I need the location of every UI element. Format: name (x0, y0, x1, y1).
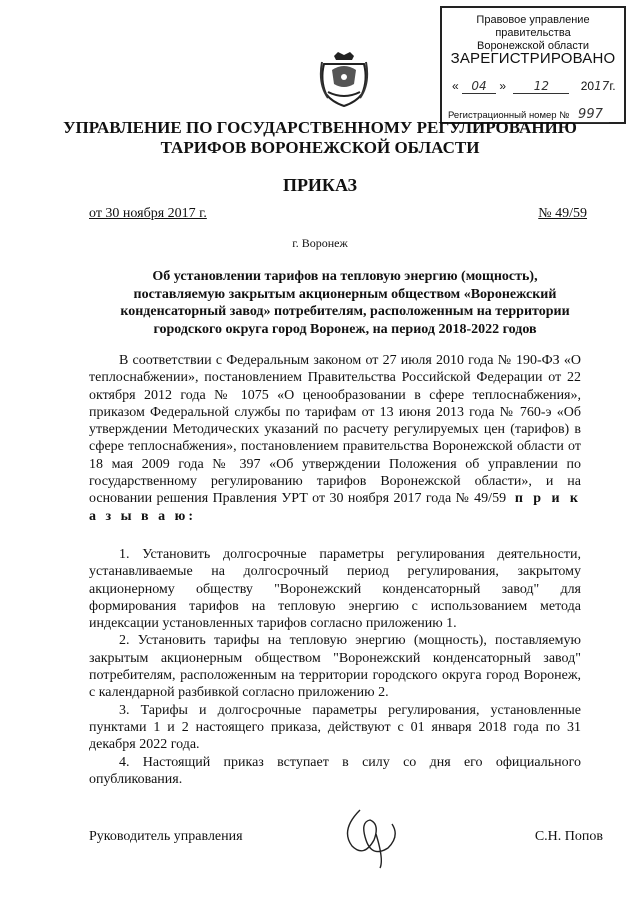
document-number: № 49/59 (538, 206, 587, 221)
document-subject: Об установлении тарифов на тепловую энергию (мощность), поставляемую закрытым акционерным обществом «Воронежский конденсаторный завод» потребителям, расположенным на территории городского округа город Воронеж, на период 2018-2022 годов (120, 269, 570, 337)
stamp-year-prefix: 20 (580, 79, 595, 93)
stamp-reg-label: Регистрационный номер № (448, 110, 570, 121)
order-item: 4. Настоящий приказ вступает в силу со дня его официального опубликования. (89, 754, 581, 787)
stamp-year-suffix: г. (609, 79, 616, 93)
stamp-month: 12 (513, 79, 569, 94)
signatory-name: С.Н. Попов (534, 829, 603, 844)
organization-name-line2: ТАРИФОВ ВОРОНЕЖСКОЙ ОБЛАСТИ (160, 138, 480, 157)
stamp-reg-value: 997 (572, 107, 609, 123)
document-date: от 30 ноября 2017 г. (89, 206, 207, 221)
order-item: 2. Установить тарифы на тепловую энергию (мощность), поставляемую закрытым акционерным обществом "Воронежский конденсаторный завод" потребителям, расположенным на территории городского округа город Воронеж, с календарной разбивкой согласно приложению 2. (89, 633, 581, 701)
order-items (89, 546, 581, 788)
organization-name-line1: УПРАВЛЕНИЕ ПО ГОСУДАРСТВЕННОМУ РЕГУЛИРОВАНИЮ (63, 118, 577, 137)
registration-stamp (440, 6, 626, 124)
stamp-quote-open: « (452, 79, 459, 93)
order-item: 1. Установить долгосрочные параметры регулирования деятельности, устанавливаемые на долгосрочный период регулирования, закрытому акционерному обществу "Воронежский конденсаторный завод" для формирования тарифов на тепловую энергию с использованием метода индексации установленных тарифов согласно приложению 1. (89, 547, 581, 632)
signatory-position: Руководитель управления (89, 829, 243, 844)
coat-of-arms-icon (318, 50, 370, 112)
preamble-text: В соответствии с Федеральным законом от 27 июля 2010 года № 190-ФЗ «О теплоснабжении», постановлением Правительства Российской Федерации от 22 октября 2012 года № 1075 «О ценообразовании в сфере теплоснабжения», приказом Федеральной службы по тарифам от 13 июня 2013 года № 760-э «Об утверждении Методических указаний по расчету регулируемых цен (тарифов) в сфере теплоснабжения», постановлением правительства Воронежской области от 18 мая 2009 года № 397 «Об утверждении Положения об управлении по государственному регулированию тарифов Воронежской области», и на основании решения Правления УРТ от 30 ноября 2017 года № 49/59 (89, 353, 581, 507)
preamble (89, 352, 581, 525)
stamp-day: 04 (462, 79, 496, 94)
stamp-authority-line2: Воронежской области (476, 40, 589, 52)
document-type: ПРИКАЗ (282, 175, 358, 195)
organization-name (0, 118, 640, 158)
stamp-date (452, 79, 618, 94)
stamp-authority-line1: Правовое управление правительства (476, 14, 590, 39)
stamp-quote-close: » (499, 79, 507, 93)
stamp-year: 17 (594, 79, 610, 93)
order-word: п р и к а з ы в а ю: (89, 491, 581, 524)
document-city: г. Воронеж (292, 236, 348, 250)
order-item: 3. Тарифы и долгосрочные параметры регулирования, установленные пунктами 1 и 2 настоящего приказа, действуют с 01 января 2018 года по 31 декабря 2022 года. (89, 702, 581, 753)
stamp-authority (442, 14, 624, 53)
handwritten-signature (330, 800, 420, 870)
stamp-registered: ЗАРЕГИСТРИРОВАНО (450, 50, 616, 67)
